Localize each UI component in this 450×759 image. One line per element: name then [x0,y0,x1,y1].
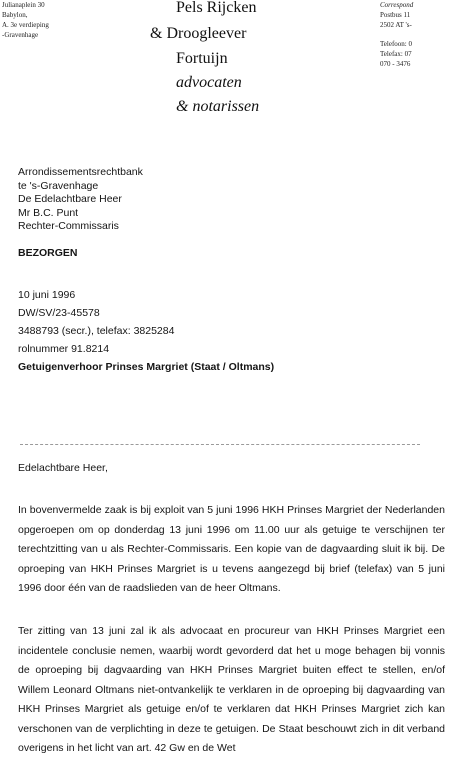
correspondence-heading: Correspond [380,1,414,9]
addressee-line: De Edelachtbare Heer [18,193,122,205]
letter-date: 10 juni 1996 [18,289,76,301]
roll-number: rolnummer 91.8214 [18,343,110,355]
addressee-line: te 's-Gravenhage [18,179,99,192]
our-reference: DW/SV/23-45578 [18,307,100,319]
correspondence-line: 2502 AT 's- [380,21,412,29]
correspondence-line: 070 - 3476 [380,60,411,68]
sender-address-line: Babylon, [2,11,28,19]
firm-name-line: Fortuijn [176,50,228,67]
addressee-line: Rechter-Commissaris [18,220,119,232]
subject-line: Getuigenverhoor Prinses Margriet (Staat / Oltmans) [18,361,275,373]
delivery-instruction: BEZORGEN [18,247,78,259]
sender-address-line: -Gravenhage [2,31,39,39]
firm-name-line: & Droogleever [150,25,247,42]
body-paragraph: In bovenvermelde zaak is bij exploit van 5 juni 1996 HKH Prinses Margriet der Nederlanden opgeroepen om op donderdag 13 juni 1996 om 11.00 uur als getuige te verschijnen ter terechtzitting van u als Rechter-Commissaris. Een kopie van de dagvaarding sluit ik bij. De oproeping van HKH Prinses Margriet is u tevens aangezegd bij brief (telefax) van 5 juni 1996 door één van de raadslieden van de heer Oltmans. [18,504,445,594]
sender-address-line: Julianaplein 30 [2,1,45,9]
phone-fax: 3488793 (secr.), telefax: 3825284 [18,325,175,337]
firm-name-line: Pels Rijcken [176,0,257,16]
correspondence-line: Telefax: 07 [380,50,412,58]
fold-divider [20,444,420,445]
sender-address [2,0,49,40]
salutation: Edelachtbare Heer, [18,462,108,474]
correspondence-line: Postbus 11 [380,11,411,19]
firm-practice-line: & notarissen [176,98,260,115]
addressee-line: Arrondissementsrechtbank [18,166,143,178]
reference-block [18,286,274,376]
correspondence-line: Telefoon: 0 [380,40,412,48]
sender-address-line: A. 3e verdieping [2,21,49,29]
addressee-line: Mr B.C. Punt [18,206,79,219]
correspondence-address [380,0,450,69]
firm-practice-line: advocaten [176,74,242,91]
body-paragraph: Ter zitting van 13 juni zal ik als advocaat en procureur van HKH Prinses Margriet een incidentele conclusie nemen, waarbij wordt gevorderd dat het u moge behagen bij vonnis de oproeping bij dagvaarding van HKH Prinses Margriet buiten effect te stellen, en/of Willem Leonard Oltmans niet-ontvankelijk te verklaren in de oproeping bij dagvaarding van HKH Prinses Margriet als getuige en/of te verklaren dat HKH Prinses Margriet zich kan verschonen van de verplichting in deze te getuigen. De Staat beschouwt zich in dit verband overigens in het licht van art. 42 Gw en de Wet [18,625,445,754]
addressee-block [18,166,143,234]
